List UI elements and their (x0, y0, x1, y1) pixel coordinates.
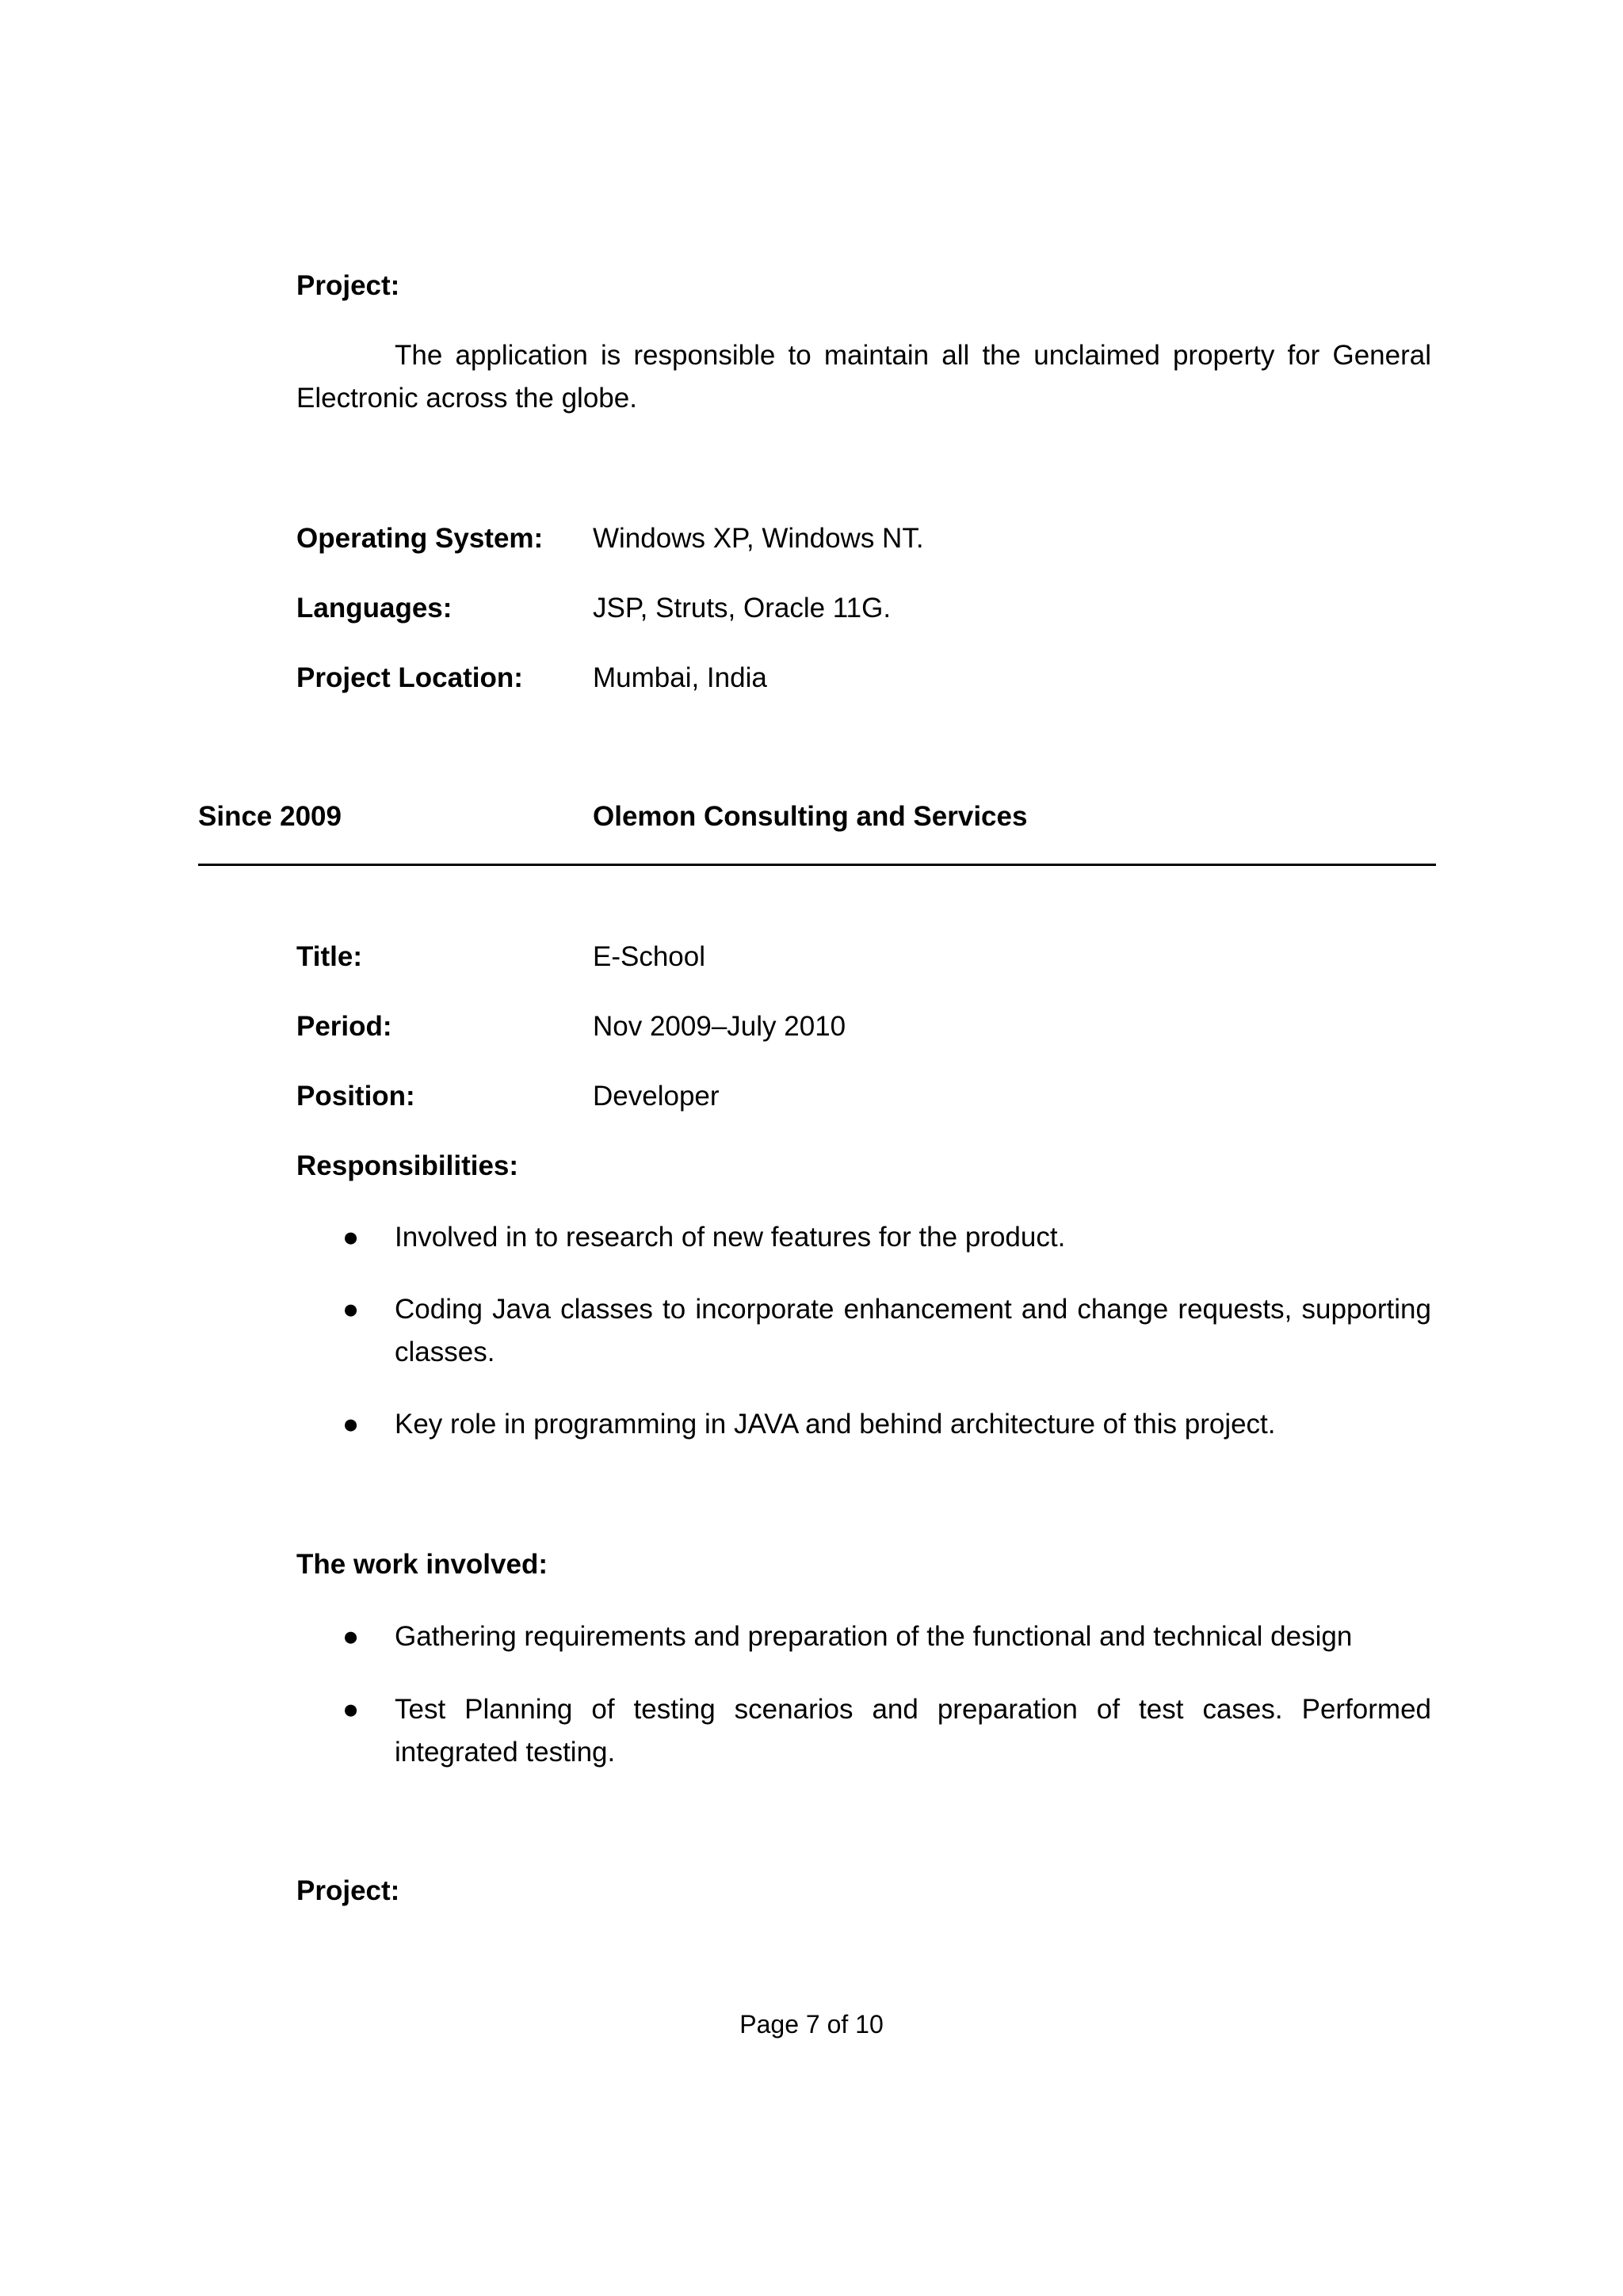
project-heading: Project: (296, 270, 400, 301)
section-divider (198, 864, 1436, 866)
detail-label-period: Period: (296, 1011, 392, 1042)
detail-label-location: Project Location: (296, 662, 523, 693)
responsibilities-heading: Responsibilities: (296, 1150, 519, 1181)
detail-value-period: Nov 2009–July 2010 (593, 1011, 846, 1042)
detail-label-languages: Languages: (296, 593, 453, 624)
detail-value-position: Developer (593, 1081, 720, 1112)
responsibility-item: Involved in to research of new features for the product. (395, 1222, 1066, 1253)
employment-company: Olemon Consulting and Services (593, 801, 1028, 832)
bullet-icon: ● (342, 1222, 360, 1253)
detail-label-os: Operating System: (296, 523, 544, 554)
work-item: Test Planning of testing scenarios and preparation of test cases. Performed integrated testing. (395, 1694, 1431, 1768)
project-description: The application is responsible to maintain all the unclaimed property for General Electronic across the globe. (296, 340, 1431, 414)
project-heading: Project: (296, 1875, 400, 1906)
responsibility-item: Coding Java classes to incorporate enhancement and change requests, supporting classes. (395, 1294, 1431, 1367)
responsibility-item: Key role in programming in JAVA and behind architecture of this project. (395, 1409, 1276, 1440)
bullet-icon: ● (342, 1621, 360, 1652)
bullet-icon: ● (342, 1694, 360, 1725)
bullet-icon: ● (342, 1294, 360, 1325)
employment-since: Since 2009 (198, 801, 342, 832)
bullet-icon: ● (342, 1409, 360, 1440)
detail-label-title: Title: (296, 941, 362, 972)
detail-value-title: E-School (593, 941, 706, 972)
detail-value-os: Windows XP, Windows NT. (593, 523, 924, 554)
detail-value-location: Mumbai, India (593, 662, 767, 693)
page-number: Page 7 of 10 (739, 2010, 884, 2039)
detail-label-position: Position: (296, 1081, 415, 1112)
detail-value-languages: JSP, Struts, Oracle 11G. (593, 593, 892, 624)
work-item: Gathering requirements and preparation of the functional and technical design (395, 1621, 1353, 1652)
work-heading: The work involved: (296, 1549, 548, 1580)
